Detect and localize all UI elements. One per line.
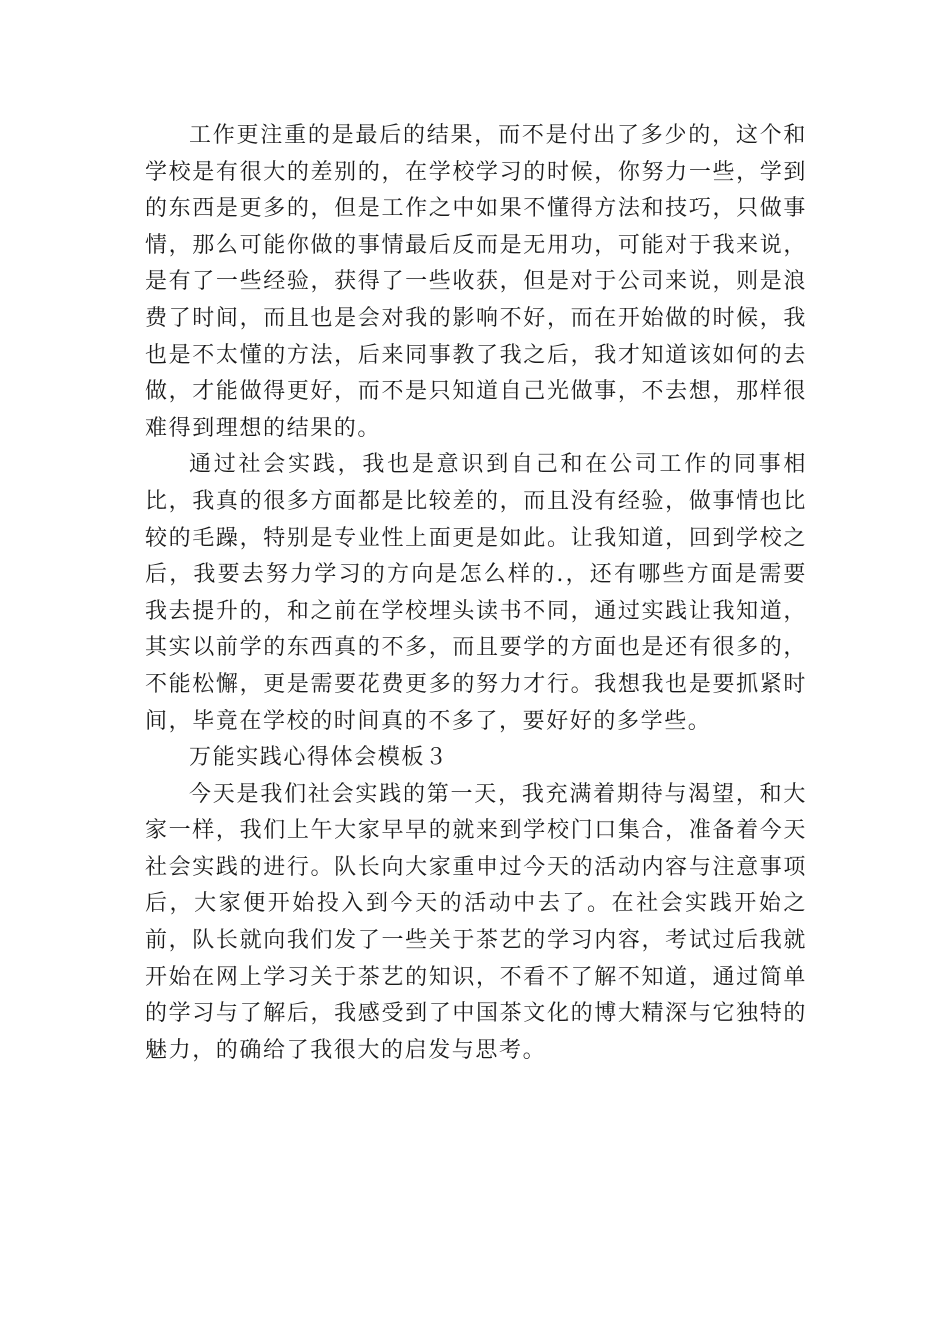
paragraph-2: 通过社会实践，我也是意识到自己和在公司工作的同事相比，我真的很多方面都是比较差的，而且没有经验，做事情也比较的毛躁，特别是专业性上面更是如此。让我知道，回到学校之后，我要去努力学习的方向是怎么样的.，还有哪些方面是需要我去提升的，和之前在学校埋头读书不同，通过实践让我知道，其实以前学的东西真的不多，而且要学的方面也是还有很多的，不能松懈，更是需要花费更多的努力才行。我想我也是要抓紧时间，毕竟在学校的时间真的不多了，要好好的多学些。 [145, 452, 807, 734]
paragraph-1: 工作更注重的是最后的结果，而不是付出了多少的，这个和学校是有很大的差别的，在学校学习的时候，你努力一些，学到的东西是更多的，但是工作之中如果不懂得方法和技巧，只做事情，那么可能你做的事情最后反而是无用功，可能对于我来说，是有了一些经验，获得了一些收获，但是对于公司来说，则是浪费了时间，而且也是会对我的影响不好，而在开始做的时候，我也是不太懂的方法，后来同事教了我之后，我才知道该如何的去做，才能做得更好，而不是只知道自己光做事，不去想，那样很难得到理想的结果的。 [145, 123, 807, 441]
section-heading: 万能实践心得体会模板３ [189, 745, 449, 771]
paragraph-3: 今天是我们社会实践的第一天，我充满着期待与渴望，和大家一样，我们上午大家早早的就来到学校门口集合，准备着今天社会实践的进行。队长向大家重申过今天的活动内容与注意事项后，大家便开始投入到今天的活动中去了。在社会实践开始之前，队长就向我们发了一些关于茶艺的学习内容，考试过后我就开始在网上学习关于茶艺的知识，不看不了解不知道，通过简单的学习与了解后，我感受到了中国茶文化的博大精深与它独特的魅力，的确给了我很大的启发与思考。 [145, 781, 807, 1063]
document-body [145, 118, 807, 1069]
